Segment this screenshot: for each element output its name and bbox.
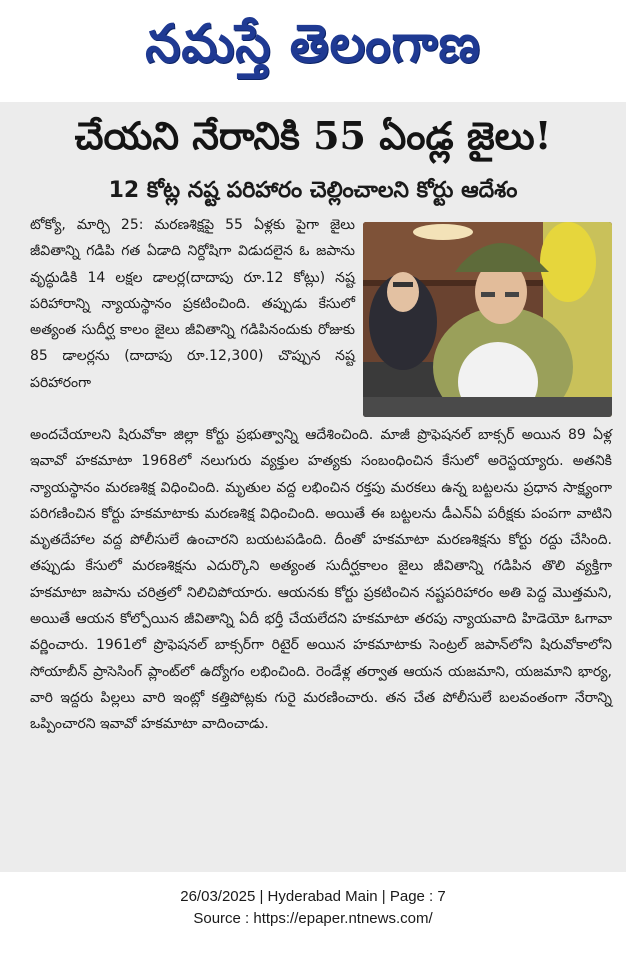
article-headline: చేయని నేరానికి 55 ఏండ్ల జైలు! bbox=[74, 113, 552, 158]
article-body-text: అందచేయాలని షిరువోకా జిల్లా కోర్టు ప్రభుత్వాన్ని ఆదేశించింది. మాజీ ప్రొఫెషనల్ బాక్సర్ అయిన 89 ఏళ్ల ఇవావో హకమాటా 1968లో నలుగురు వ్యక్తుల హత్యకు సంబంధించిన కేసులో అరెస్టయ్యారు. అతనికి న్యాయస్థానం మరణశిక్ష విధించింది. మృతుల వద్ద లభించిన రక్తపు మరకలు ఉన్న బట్టలను ప్రధాన సాక్ష్యంగా పరిగణించిన కోర్టు హకమాటాకు మరణశిక్ష విధించింది. అయితే ఈ బట్టలను డీఎన్ఏ పరీక్షకు పంపగా వాటిని మృతదేహాల వద్ద పోలీసులే ఉంచారని బయటపడింది. దీంతో హకమాటా మరణశిక్షను కోర్టు రద్దు చేసింది. తప్పుడు కేసులో మరణశిక్షను ఎదుర్కొని అత్యంత సుదీర్ఘకాలం జైలు జీవితాన్ని గడిపిన తొలి వ్యక్తిగా హకమాటా జపాను చరిత్రలో నిలిచిపోయారు. ఆయనకు కోర్టు ప్రకటించిన నష్టపరిహారం అతి పెద్ద మొత్తమని, అయితే ఆయన కోల్పోయిన జీవితాన్ని ఏదీ భర్తీ చేయలేదని హకమాటా తరపు న్యాయవాది హిడెయో ఓగావా వర్ణించారు. 1961లో ప్రొఫెషనల్ బాక్సర్‌గా రిటైర్ అయిన హకమాటాకు సెంట్రల్ జపాన్‌లోని షిరువోకాలోని సోయాబీన్ ప్రాసెసింగ్ ప్లాంట్‌లో ఉద్యోగం లభించింది. రెండేళ్ల తర్వాత ఆయన యజమాని, యజమాని భార్య, వారి ఇద్దరు పిల్లలు వారి ఇంట్లో కత్తిపోట్లకు గురై మరణించారు. తన చేత పోలీసులే బలవంతంగా నేరాన్ని ఒప్పించారని ఇవావో హకమాటా వాదించాడు. bbox=[30, 427, 612, 733]
footer-date-edition: 26/03/2025 | Hyderabad Main | Page : 7 bbox=[180, 888, 446, 905]
newspaper-masthead bbox=[0, 0, 626, 100]
article-subheadline: 12 కోట్ల నష్ట పరిహారం చెల్లించాలని కోర్టు ఆదేశం bbox=[108, 178, 518, 203]
article-body-column bbox=[30, 422, 612, 738]
article-intro-column bbox=[30, 212, 355, 396]
article-photo bbox=[363, 222, 612, 417]
page-footer bbox=[0, 886, 626, 930]
footer-source-link[interactable]: Source : https://epaper.ntnews.com/ bbox=[193, 910, 433, 927]
newspaper-name: నమస్తే తెలంగాణ bbox=[145, 12, 481, 75]
article-intro-text: టోక్యో, మార్చి 25: మరణశిక్షపై 55 ఏళ్లకు పైగా జైలు జీవితాన్ని గడిపి గత ఏడాది నిర్దోషిగా విడుదలైన ఓ జపాను వృద్ధుడికి 14 లక్షల డాలర్ల(దాదాపు రూ.12 కోట్లు) నష్ట పరిహారాన్ని న్యాయస్థానం ప్రకటించింది. తప్పుడు కేసులో అత్యంత సుదీర్ఘ కాలం జైలు జీవితాన్ని గడిపినందుకు రోజుకు 85 డాలర్లను (దాదాపు రూ.12,300) చొప్పున నష్ట పరిహారంగా bbox=[30, 217, 355, 391]
